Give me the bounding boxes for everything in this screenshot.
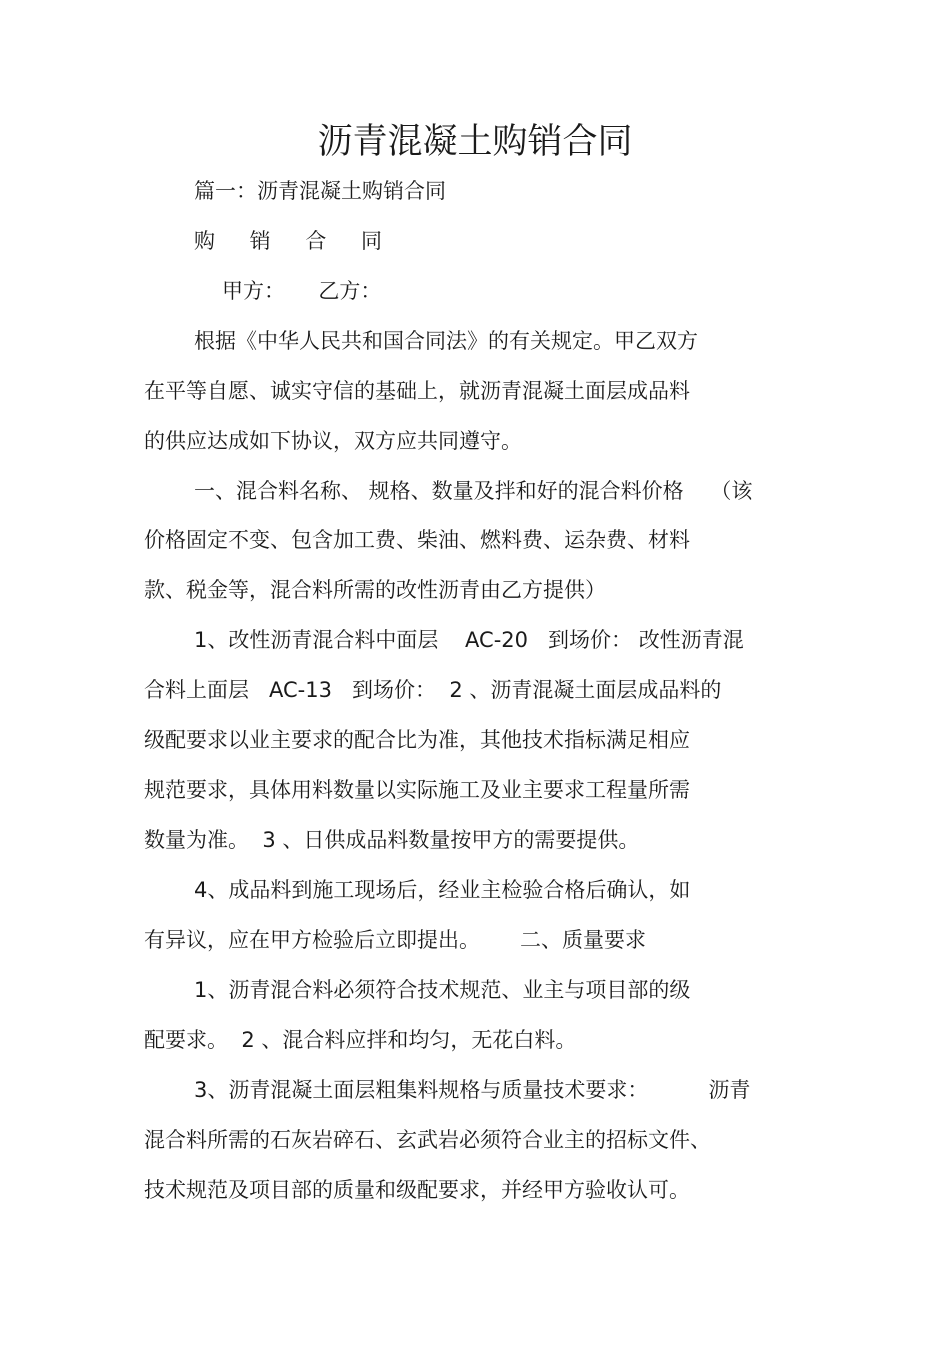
text-line: 的供应达成如下协议，双方应共同遵守。	[144, 429, 522, 453]
text-line: 技术规范及项目部的质量和级配要求，并经甲方验收认可。	[144, 1178, 690, 1202]
text-line: 根据《中华人民共和国合同法》的有关规定。甲乙双方	[194, 329, 698, 353]
text-line: 4、成品料到施工现场后，经业主检验合格后确认，如	[194, 878, 691, 902]
text-line: 数量为准。 3 、日供成品料数量按甲方的需要提供。	[144, 828, 640, 852]
text-line: 3、沥青混凝土面层粗集料规格与质量技术要求： 沥青	[194, 1078, 751, 1102]
text-line: 有异议，应在甲方检验后立即提出。 二、质量要求	[144, 928, 647, 952]
text-line: 级配要求以业主要求的配合比为准，其他技术指标满足相应	[144, 728, 690, 752]
section-title: 篇一：沥青混凝土购销合同	[194, 179, 446, 203]
text-line: 价格固定不变、包含加工费、柴油、燃料费、运杂费、材料	[144, 528, 690, 552]
document-title: 沥青混凝土购销合同	[317, 122, 633, 162]
text-line: 规范要求，具体用料数量以实际施工及业主要求工程量所需	[144, 778, 690, 802]
text-line: 在平等自愿、诚实守信的基础上，就沥青混凝土面层成品料	[144, 379, 690, 403]
text-line: 配要求。 2 、混合料应拌和均匀，无花白料。	[144, 1028, 577, 1052]
text-line: 混合料所需的石灰岩碎石、玄武岩必须符合业主的招标文件、	[144, 1128, 711, 1152]
text-line: 合料上面层 AC-13 到场价： 2 、沥青混凝土面层成品料的	[144, 678, 722, 702]
parties-line: 甲方： 乙方：	[222, 279, 382, 303]
text-line: 1、改性沥青混合料中面层 AC-20 到场价： 改性沥青混	[194, 628, 744, 652]
text-line: 1、沥青混合料必须符合技术规范、业主与项目部的级	[194, 978, 691, 1002]
contract-heading: 购 销 合 同	[194, 229, 397, 253]
text-line: 一、混合料名称、 规格、数量及拌和好的混合料价格 （该	[194, 479, 753, 503]
text-line: 款、税金等，混合料所需的改性沥青由乙方提供）	[144, 578, 606, 602]
